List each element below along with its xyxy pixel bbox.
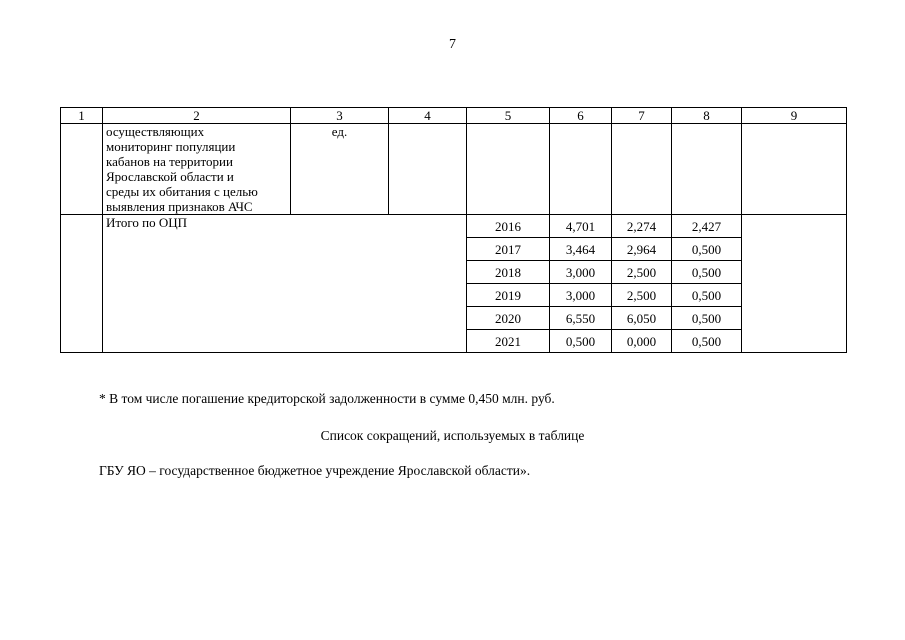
cell-empty [672, 124, 742, 215]
value-cell-6: 4,701 [550, 215, 612, 238]
total-label: Итого по ОЦП [103, 215, 467, 353]
year-cell: 2016 [467, 215, 550, 238]
header-cell-6: 6 [550, 108, 612, 124]
cell-empty [389, 124, 467, 215]
header-cell-8: 8 [672, 108, 742, 124]
header-cell-5: 5 [467, 108, 550, 124]
header-cell-3: 3 [291, 108, 389, 124]
value-cell-8: 0,500 [672, 284, 742, 307]
description-line: осуществляющих [106, 124, 205, 139]
value-cell-8: 0,500 [672, 261, 742, 284]
description-line: Ярославской области и [106, 169, 234, 184]
table-row-indicator [61, 124, 847, 215]
footnote: * В том числе погашение кредиторской задолженности в сумме 0,450 млн. руб. [99, 391, 555, 406]
abbreviations-title: Список сокращений, используемых в таблице [320, 428, 585, 443]
header-cell-7: 7 [612, 108, 672, 124]
cell-empty [742, 215, 847, 353]
header-cell-1: 1 [61, 108, 103, 124]
indicator-unit: ед. [291, 124, 389, 215]
value-cell-8: 0,500 [672, 330, 742, 353]
year-cell: 2020 [467, 307, 550, 330]
value-cell-8: 0,500 [672, 307, 742, 330]
year-cell: 2017 [467, 238, 550, 261]
value-cell-7: 0,000 [612, 330, 672, 353]
cell-empty [550, 124, 612, 215]
header-cell-9: 9 [742, 108, 847, 124]
value-cell-8: 0,500 [672, 238, 742, 261]
value-cell-6: 3,464 [550, 238, 612, 261]
page-number: 7 [449, 37, 456, 52]
cell-empty [612, 124, 672, 215]
table-header-row [61, 108, 847, 124]
table-row-total [61, 215, 847, 238]
value-cell-7: 2,274 [612, 215, 672, 238]
header-cell-2: 2 [103, 108, 291, 124]
value-cell-7: 6,050 [612, 307, 672, 330]
cell-empty [61, 215, 103, 353]
data-table [60, 107, 847, 353]
year-cell: 2019 [467, 284, 550, 307]
cell-empty [61, 124, 103, 215]
cell-empty [467, 124, 550, 215]
description-line: мониторинг популяции [106, 139, 236, 154]
year-cell: 2018 [467, 261, 550, 284]
header-cell-4: 4 [389, 108, 467, 124]
value-cell-6: 6,550 [550, 307, 612, 330]
value-cell-8: 2,427 [672, 215, 742, 238]
abbreviation-item: ГБУ ЯО – государственное бюджетное учреждение Ярославской области». [99, 463, 531, 478]
value-cell-6: 3,000 [550, 261, 612, 284]
description-line: среды их обитания с целью [106, 184, 258, 199]
value-cell-6: 3,000 [550, 284, 612, 307]
year-cell: 2021 [467, 330, 550, 353]
description-line: кабанов на территории [106, 154, 233, 169]
cell-empty [742, 124, 847, 215]
value-cell-7: 2,500 [612, 261, 672, 284]
indicator-description [103, 124, 291, 215]
value-cell-6: 0,500 [550, 330, 612, 353]
value-cell-7: 2,500 [612, 284, 672, 307]
description-line: выявления признаков АЧС [106, 199, 253, 214]
value-cell-7: 2,964 [612, 238, 672, 261]
